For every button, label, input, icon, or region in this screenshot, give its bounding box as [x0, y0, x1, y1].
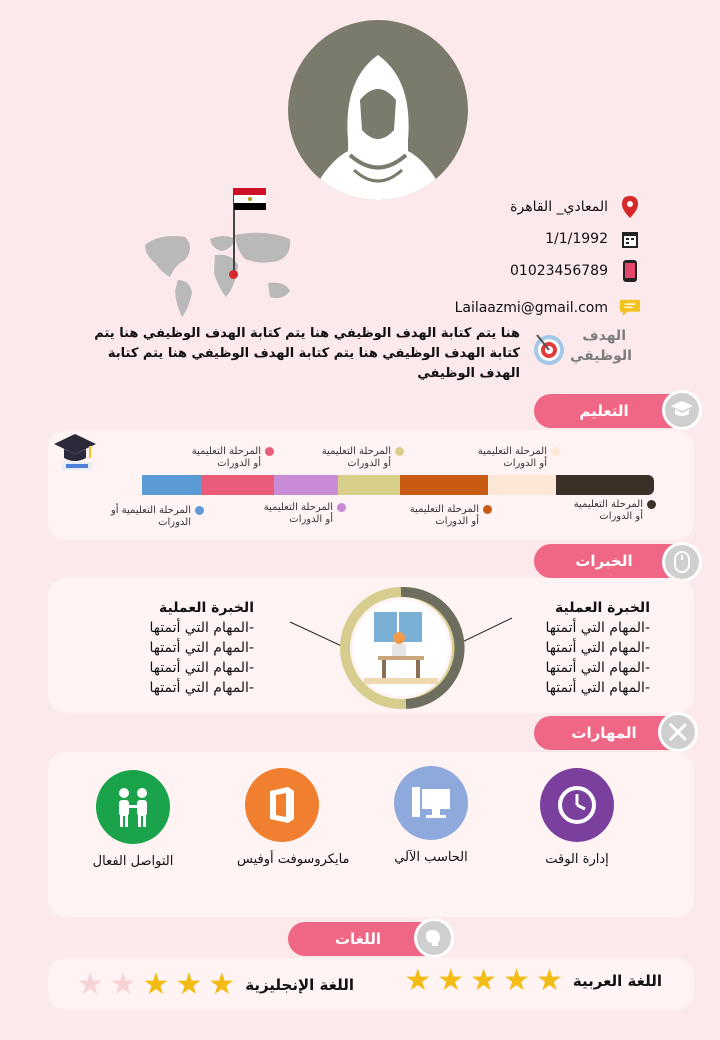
language-arabic: اللغة العربية ★ ★ ★ ★ ★	[404, 963, 662, 998]
timeline-segment	[400, 475, 488, 495]
star-empty-icon: ★	[109, 967, 137, 1002]
languages-header: اللغات	[288, 922, 428, 956]
skill-item: مايكروسوفت أوفيس	[237, 768, 327, 867]
timeline-label: المرحلة التعليمية أو الدورات	[262, 502, 346, 526]
stage-dot	[265, 447, 274, 456]
education-timeline	[142, 475, 654, 497]
star-filled-icon: ★	[208, 967, 236, 1002]
office-icon	[245, 768, 319, 842]
experience-illustration	[286, 586, 516, 710]
location-dot-icon	[229, 270, 238, 279]
stage-dot	[551, 447, 560, 456]
objective-text: هنا يتم كتابة الهدف الوظيفي هنا يتم كتابة الهدف الوظيفي هنا يتم كتابة الهدف الوظيفي هنا يتم كتابة الهدف الوظيفي هنا يتم كتابة الهدف الوظيفي	[94, 326, 520, 381]
skill-item: إدارة الوقت	[532, 768, 622, 867]
timeline-segment	[488, 475, 556, 495]
stage-dot	[195, 506, 204, 515]
timeline-segment	[202, 475, 274, 495]
experience-left: الخبرة العملية -المهام التي أتمتها -المهام التي أتمتها -المهام التي أتمتها -المهام التي أتمتها	[149, 600, 254, 696]
star-filled-icon: ★	[175, 967, 203, 1002]
speaking-head-icon	[414, 918, 454, 958]
skill-item: التواصل الفعال	[88, 770, 178, 869]
stage-dot	[647, 500, 656, 509]
timeline-segment	[556, 475, 654, 495]
experience-header: الخبرات	[534, 544, 674, 578]
timeline-label: المرحلة التعليمية أو الدورات	[408, 504, 492, 528]
world-map	[140, 225, 300, 320]
message-icon	[620, 297, 640, 319]
stage-dot	[395, 447, 404, 456]
education-header: التعليم	[534, 394, 674, 428]
profile-avatar	[288, 20, 468, 200]
objective-label: الهدف الوظيفي	[570, 328, 632, 364]
star-filled-icon: ★	[503, 963, 530, 998]
people-icon	[96, 770, 170, 844]
timeline-label: المرحلة التعليمية أو الدورات	[104, 505, 204, 529]
stage-dot	[337, 503, 346, 512]
mouse-icon	[662, 542, 702, 582]
location-pin-icon	[620, 196, 640, 218]
star-filled-icon: ★	[142, 967, 170, 1002]
graduation-cap-icon	[662, 390, 702, 430]
contact-address: المعادي_ القاهرة	[510, 196, 640, 218]
phone-icon	[620, 260, 640, 282]
skill-item: الحاسب الآلي	[386, 766, 476, 865]
timeline-segment	[338, 475, 400, 495]
star-empty-icon: ★	[76, 967, 104, 1002]
timeline-label: المرحلة التعليمية أو الدورات	[320, 446, 404, 470]
contact-phone: 01023456789	[510, 260, 640, 282]
rating-stars	[404, 963, 563, 998]
star-filled-icon: ★	[535, 963, 563, 998]
star-filled-icon: ★	[404, 963, 432, 998]
timeline-segment	[142, 475, 202, 495]
clock-icon	[540, 768, 614, 842]
star-filled-icon: ★	[437, 963, 465, 998]
timeline-label: المرحلة التعليمية أو الدورات	[570, 499, 656, 523]
language-english: اللغة الإنجليزية ★ ★ ★ ★ ★	[76, 967, 354, 1002]
contact-email: Lailaazmi@gmail.com	[455, 297, 640, 319]
tools-icon	[658, 712, 698, 752]
timeline-label: المرحلة التعليمية أو الدورات	[476, 446, 560, 470]
computer-icon	[394, 766, 468, 840]
contact-birthdate: 1/1/1992	[545, 228, 640, 250]
timeline-label: المرحلة التعليمية أو الدورات	[190, 446, 274, 470]
star-filled-icon: ★	[470, 963, 498, 998]
experience-right: الخبرة العملية -المهام التي أتمتها -المهام التي أتمتها -المهام التي أتمتها -المهام التي أتمتها	[545, 600, 650, 696]
egypt-flag-icon	[234, 188, 266, 210]
graduation-icon	[52, 432, 98, 478]
calendar-icon	[620, 228, 640, 250]
timeline-segment	[274, 475, 338, 495]
skills-header: المهارات	[534, 716, 674, 750]
target-icon	[531, 330, 567, 366]
stage-dot	[483, 505, 492, 514]
